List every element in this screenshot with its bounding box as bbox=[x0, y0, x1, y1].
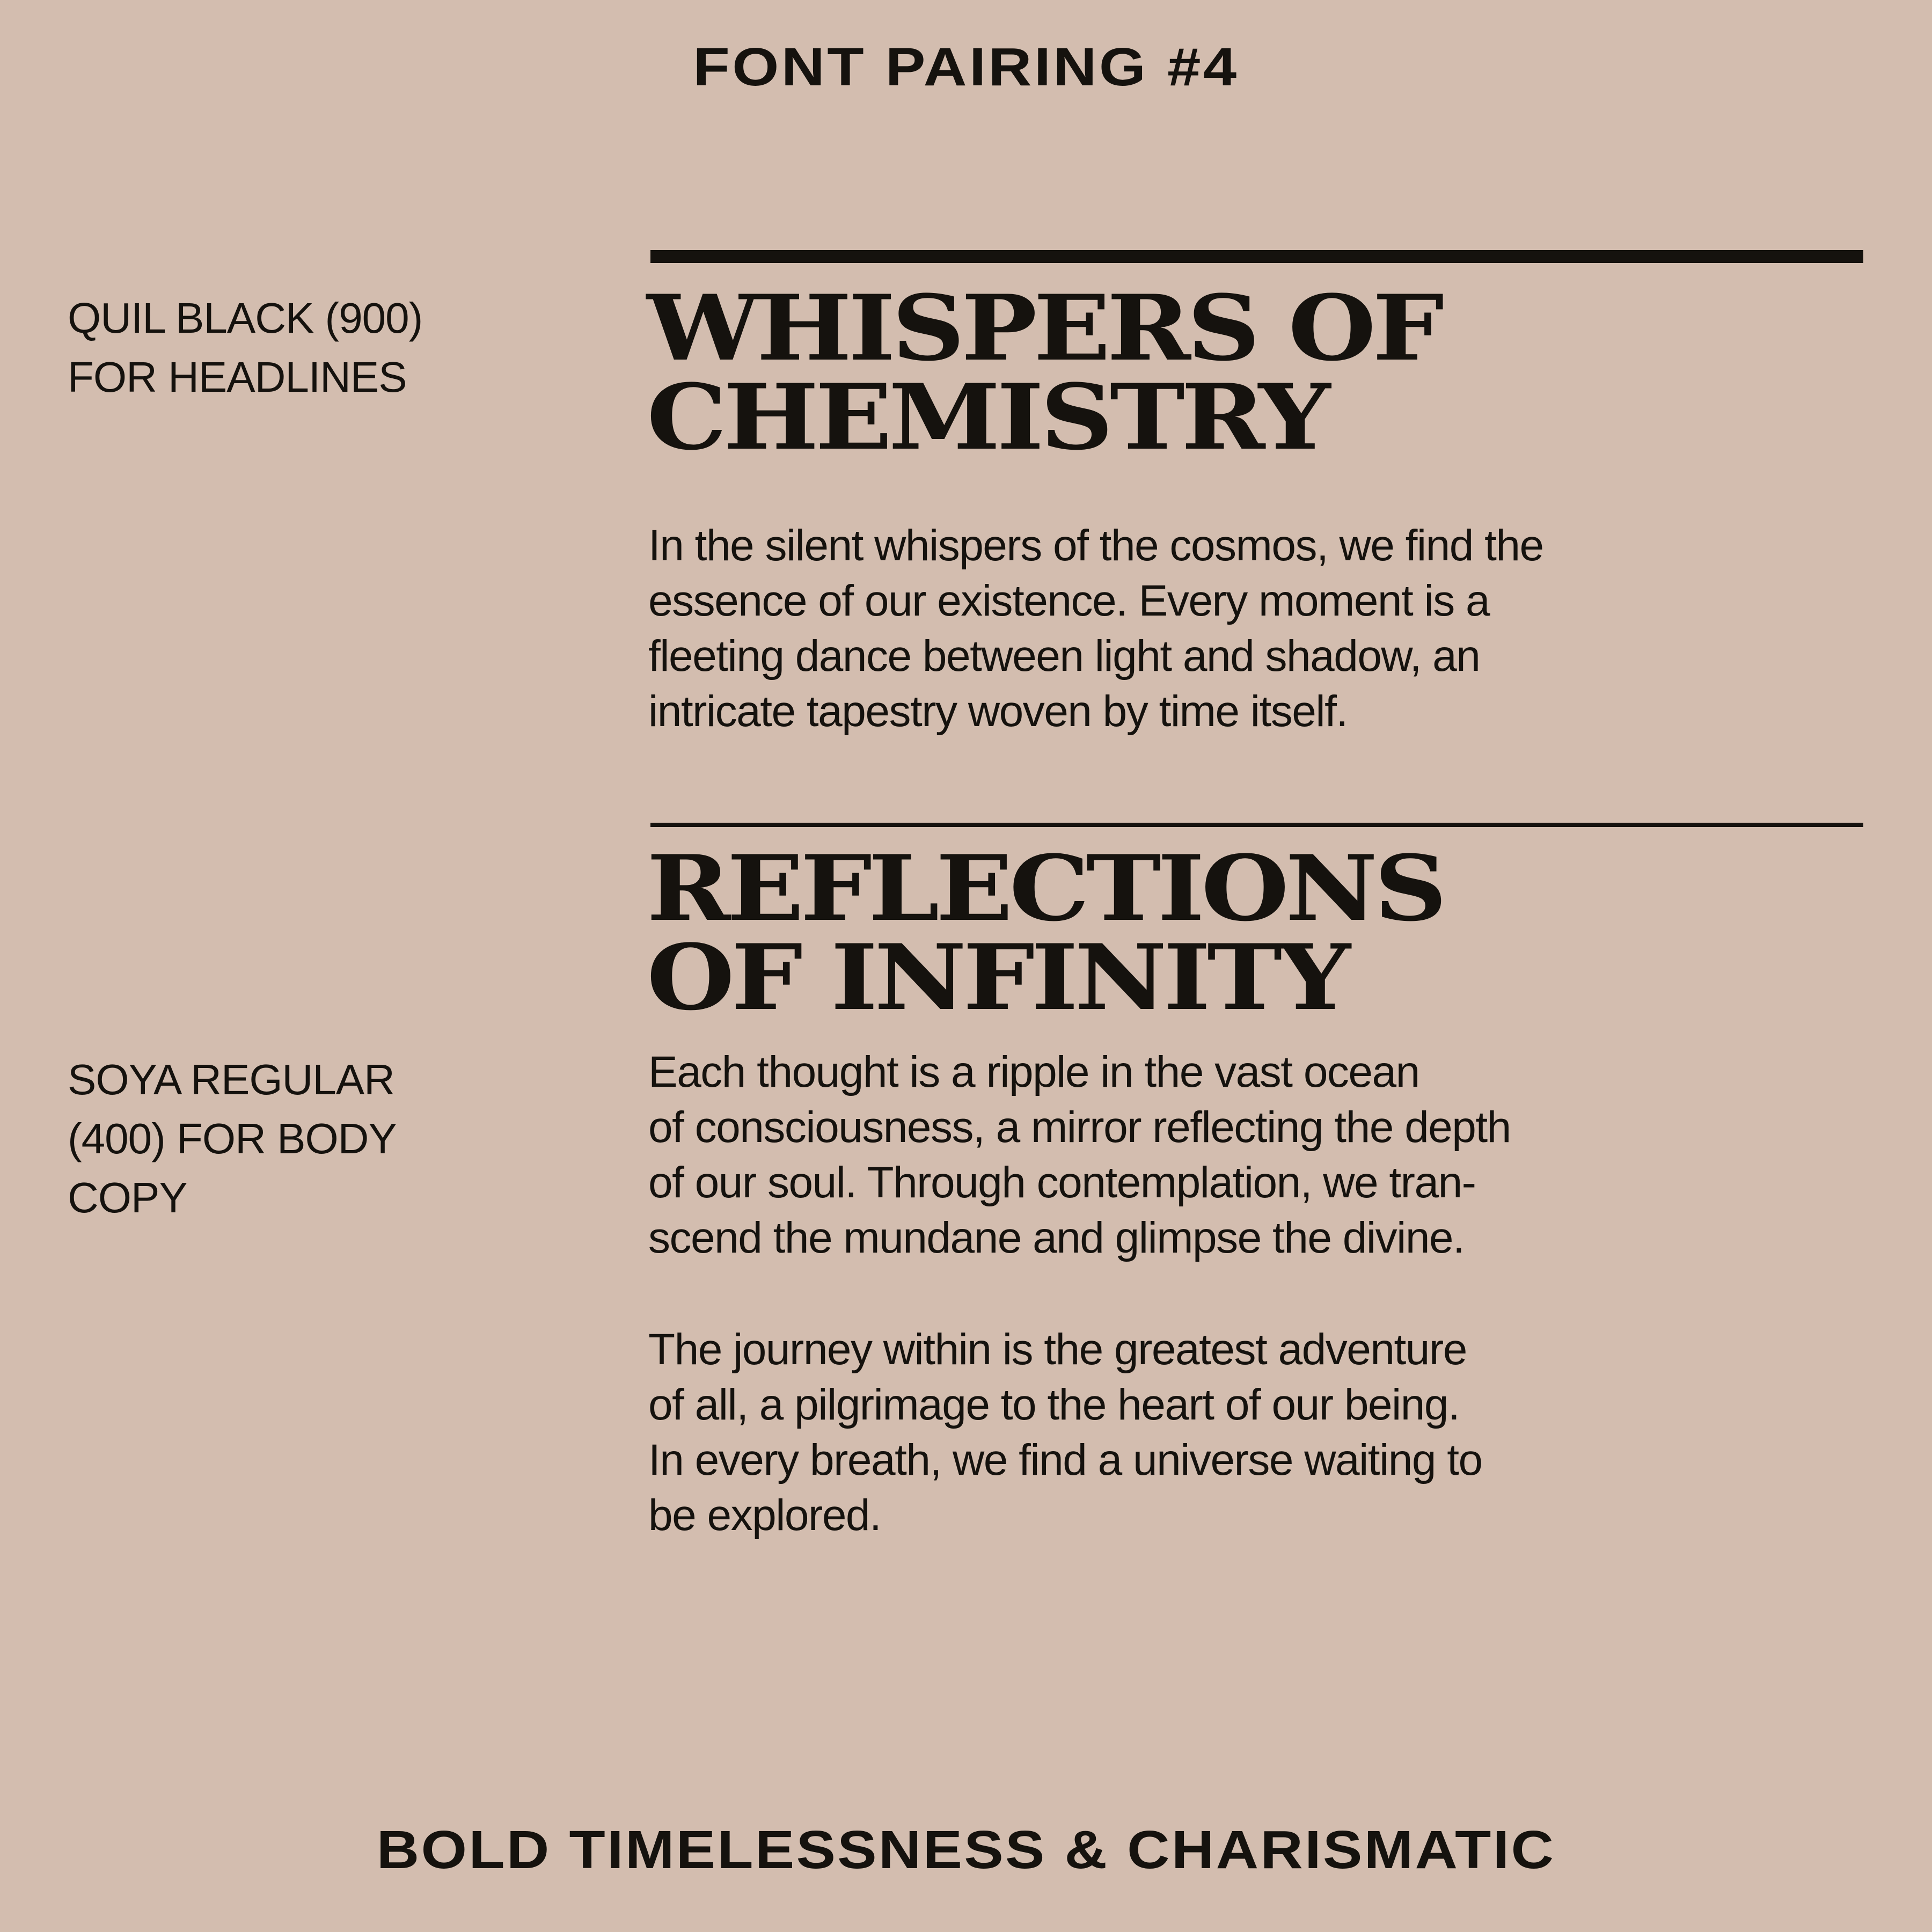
headline-line: REFLECTIONS bbox=[647, 835, 1444, 941]
body-line: Each thought is a ripple in the vast ocean bbox=[648, 1048, 1419, 1096]
label-line: COPY bbox=[68, 1174, 187, 1221]
body-paragraph-3 bbox=[648, 1322, 1883, 1543]
headline-line: OF INFINITY bbox=[647, 924, 1348, 1030]
body-paragraph-2 bbox=[648, 1044, 1883, 1265]
label-line: FOR HEADLINES bbox=[68, 353, 407, 401]
headline-1 bbox=[647, 275, 1441, 470]
headline-line: WHISPERS OF bbox=[647, 275, 1441, 381]
body-line: scend the mundane and glimpse the divine. bbox=[648, 1213, 1465, 1262]
body-line: of consciousness, a mirror reflecting the depth bbox=[648, 1103, 1511, 1152]
body-paragraph-1 bbox=[648, 518, 1883, 739]
section-divider-thin bbox=[650, 823, 1863, 827]
label-line: QUIL BLACK (900) bbox=[68, 294, 423, 342]
body-line: fleeting dance between light and shadow, an bbox=[648, 632, 1480, 680]
label-line: (400) FOR BODY bbox=[68, 1115, 397, 1162]
body-line: be explored. bbox=[648, 1491, 881, 1540]
headline-font-label bbox=[68, 289, 422, 407]
label-line: SOYA REGULAR bbox=[68, 1056, 394, 1103]
body-line: of all, a pilgrimage to the heart of our being. bbox=[648, 1380, 1460, 1429]
headline-line: CHEMISTRY bbox=[647, 364, 1327, 470]
body-line: of our soul. Through contemplation, we tran- bbox=[648, 1158, 1476, 1207]
body-line: In the silent whispers of the cosmos, we find the bbox=[648, 521, 1543, 570]
headline-2 bbox=[647, 835, 1444, 1030]
page-title: FONT PAIRING #4 bbox=[693, 37, 1239, 97]
section-divider-thick bbox=[650, 250, 1863, 263]
body-line: The journey within is the greatest adventure bbox=[648, 1325, 1467, 1374]
body-line: intricate tapestry woven by time itself. bbox=[648, 687, 1348, 736]
body-font-label bbox=[68, 1050, 397, 1227]
body-line: In every breath, we find a universe waiting to bbox=[648, 1436, 1482, 1484]
body-line: essence of our existence. Every moment is a bbox=[648, 576, 1490, 625]
footer-tagline: BOLD TIMELESSNESS & CHARISMATIC bbox=[376, 1820, 1556, 1880]
